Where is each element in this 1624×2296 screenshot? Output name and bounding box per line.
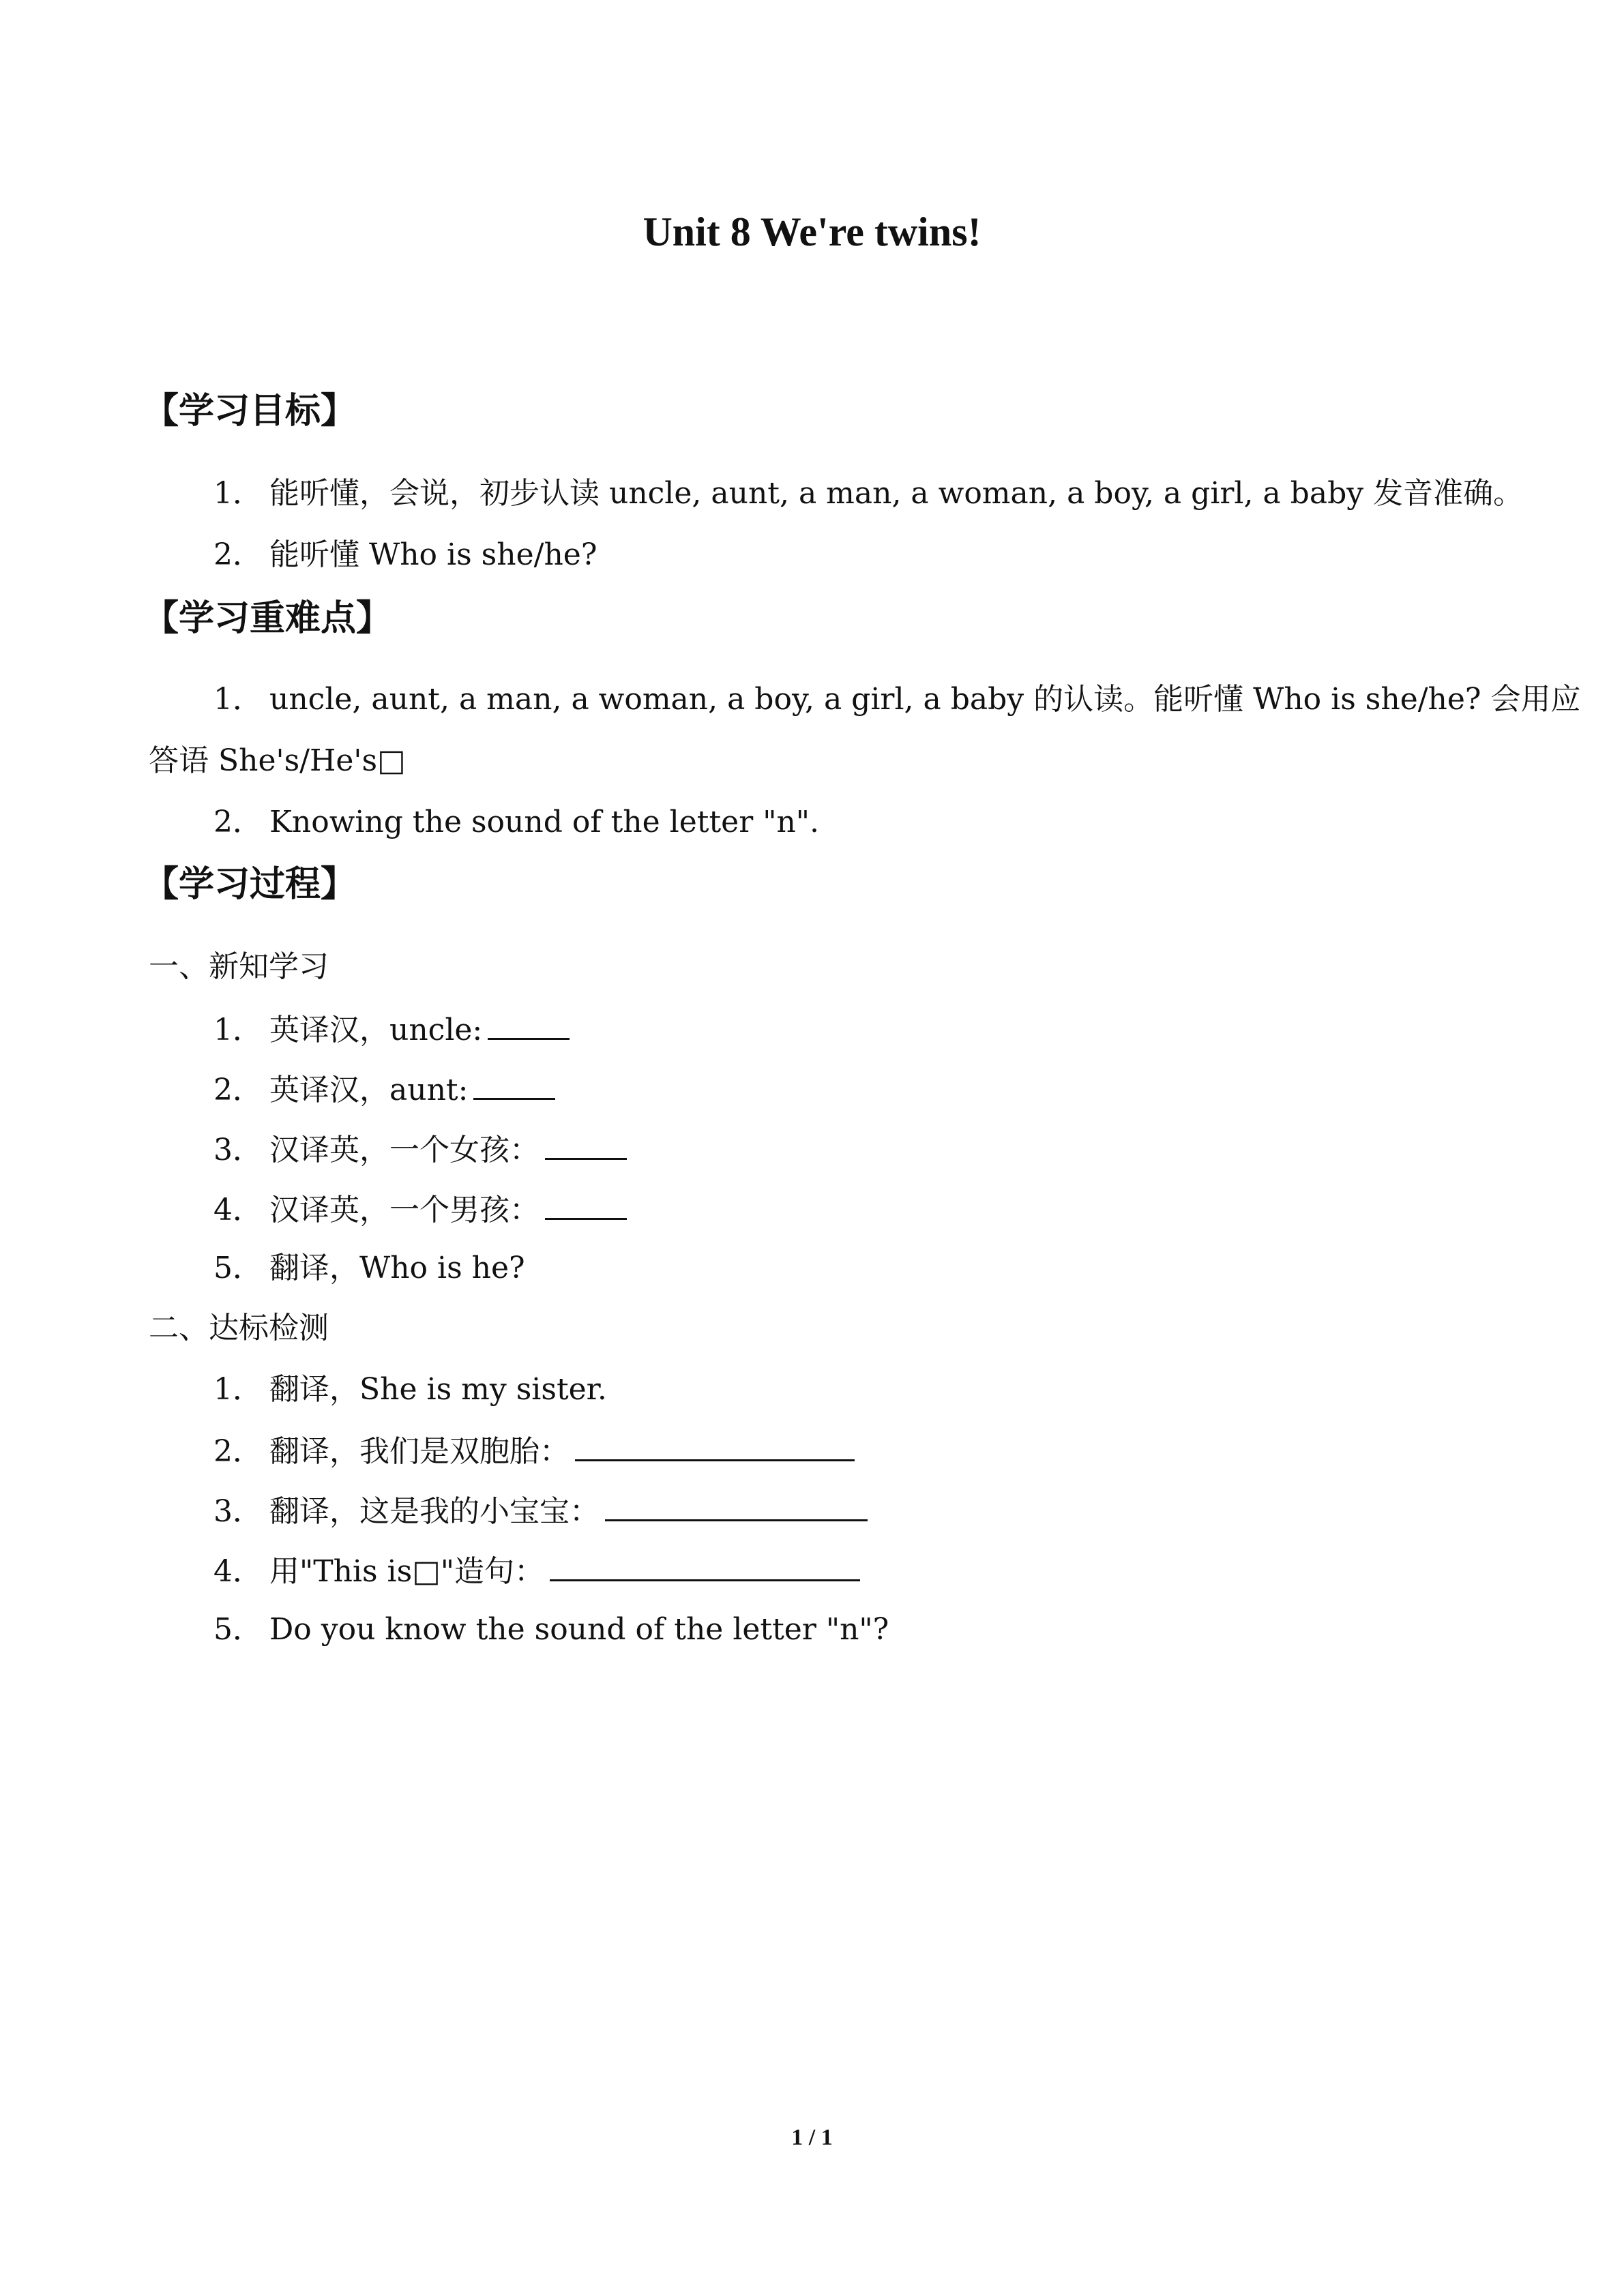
key-point-item-1 (213, 679, 1581, 720)
item-number: 4． (213, 1554, 263, 1589)
item-text: 汉译英，一个女孩： (269, 1133, 540, 1167)
part2-item-5 (213, 1609, 889, 1650)
answer-blank[interactable] (488, 1008, 570, 1040)
item-text: 能听懂，会说，初步认读 uncle, aunt, a man, a woman, a boy, a girl, a baby 发音准确。 (269, 476, 1524, 511)
item-text: 翻译，这是我的小宝宝： (269, 1494, 600, 1529)
item-number: 4． (213, 1193, 263, 1227)
item-text: 英译汉，uncle: (269, 1013, 483, 1047)
part1-label: 一、新知学习 (149, 949, 329, 984)
item-number: 5． (213, 1251, 263, 1285)
answer-blank[interactable] (605, 1489, 868, 1521)
item-number: 2． (213, 1073, 263, 1107)
item-text: uncle, aunt, a man, a woman, a boy, a girl, a baby 的认读。能听懂 Who is she/he? 会用应 (269, 682, 1581, 717)
item-number: 1． (213, 1013, 263, 1047)
answer-blank[interactable] (545, 1188, 627, 1220)
part2-item-2 (213, 1429, 855, 1472)
part1-item-5 (213, 1248, 525, 1289)
item-text: 翻译，我们是双胞胎： (269, 1434, 570, 1469)
heading-key-points: 【学习重难点】 (143, 598, 392, 639)
heading-process: 【学习过程】 (143, 864, 357, 905)
item-text: 用"This is□"造句： (269, 1554, 545, 1589)
answer-blank[interactable] (550, 1549, 860, 1581)
page-title: Unit 8 We're twins! (643, 209, 981, 254)
item-text: 翻译，Who is he? (269, 1251, 525, 1285)
objective-item-2 (213, 535, 597, 576)
item-text: 汉译英，一个男孩： (269, 1193, 540, 1227)
item-number: 3． (213, 1494, 263, 1529)
answer-blank[interactable] (575, 1429, 855, 1461)
item-number: 5． (213, 1612, 263, 1647)
item-number: 3． (213, 1133, 263, 1167)
answer-blank[interactable] (545, 1128, 627, 1160)
part2-item-1 (213, 1369, 607, 1410)
part2-item-4 (213, 1549, 860, 1592)
part1-item-1 (213, 1008, 570, 1051)
item-number: 1． (213, 682, 263, 717)
part2-label: 二、达标检测 (149, 1311, 329, 1345)
item-text: Knowing the sound of the letter "n". (269, 805, 820, 839)
item-number: 2． (213, 537, 263, 572)
item-text: 翻译，She is my sister. (269, 1372, 607, 1407)
item-text: 能听懂 Who is she/he? (269, 537, 597, 572)
page-number: 1 / 1 (791, 2125, 833, 2150)
answer-blank[interactable] (473, 1068, 555, 1100)
part1-item-2 (213, 1068, 555, 1111)
item-number: 2． (213, 805, 263, 839)
key-point-item-1-continuation: 答语 She's/He's□ (149, 743, 406, 778)
objective-item-1 (213, 473, 1523, 514)
part1-item-4 (213, 1188, 627, 1231)
item-text: Do you know the sound of the letter "n"? (269, 1612, 889, 1647)
heading-objectives: 【学习目标】 (143, 391, 357, 432)
item-number: 1． (213, 1372, 263, 1407)
item-number: 2． (213, 1434, 263, 1469)
part2-item-3 (213, 1489, 868, 1532)
key-point-item-2 (213, 802, 819, 843)
item-number: 1． (213, 476, 263, 511)
item-text: 英译汉，aunt: (269, 1073, 469, 1107)
part1-item-3 (213, 1128, 627, 1171)
